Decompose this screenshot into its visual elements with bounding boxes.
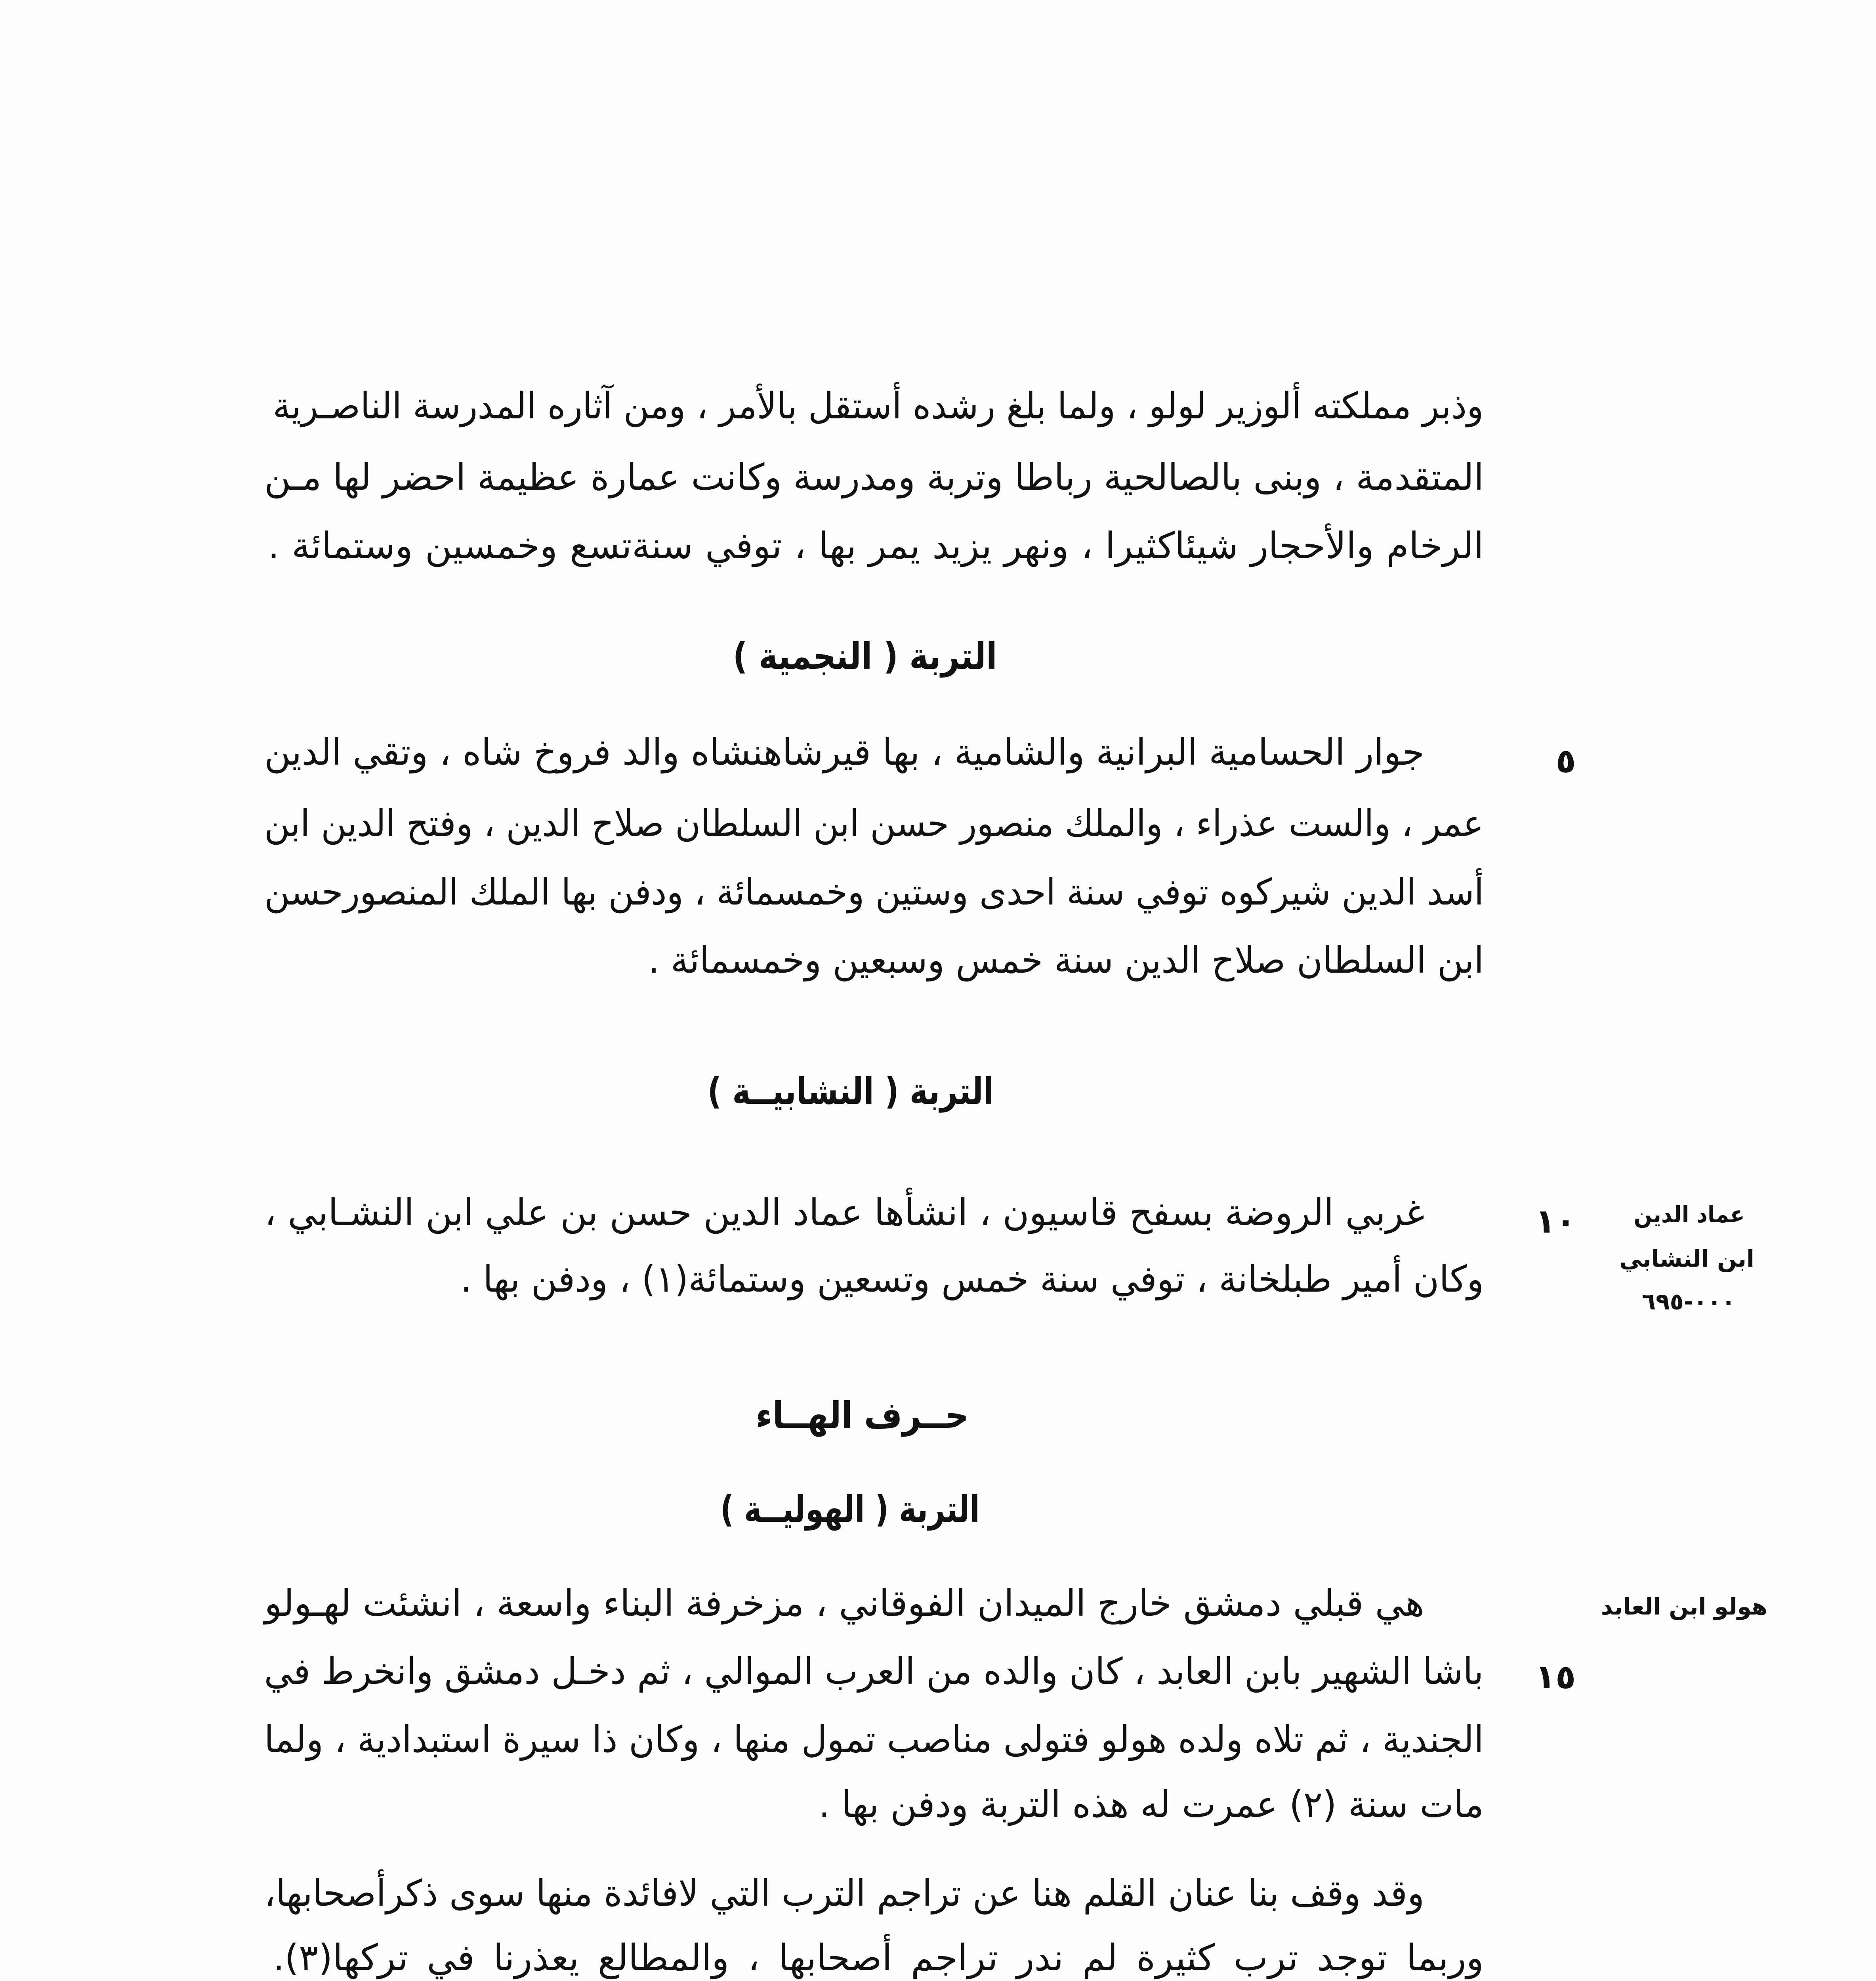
paragraph-3-line-2-text: وكان أمير طبلخانة ، توفي سنة خمس وتسعين وستمائة(١) ، ودفن بها .	[460, 1258, 1484, 1300]
paragraph-3-line-2	[460, 1250, 1484, 1309]
paragraph-4-line-3	[264, 1710, 1484, 1769]
paragraph-5-line-2	[273, 1928, 1484, 1981]
margin-note-imad-al-din-line-1-text: عماد الدين	[1634, 1201, 1745, 1228]
paragraph-1-line-2	[264, 448, 1484, 507]
margin-line-number-5	[1526, 735, 1605, 786]
margin-note-hawlu-ibn-al-abid-line-1-text: هولو ابن العابد	[1601, 1593, 1768, 1620]
paragraph-2-line-4	[648, 931, 1484, 990]
paragraph-2-line-3-text: أسد الدين شيركوه توفي سنة احدى وستين وخمسمائة ، ودفن بها الملك المنصورحسن	[264, 871, 1484, 913]
margin-note-imad-al-din-dates	[1620, 1282, 1757, 1321]
margin-note-imad-al-din-line-2-text: ابن النشابي	[1619, 1245, 1754, 1272]
section-heading-hawliya-text: التربة ( الهوليــة )	[720, 1488, 980, 1531]
paragraph-4-line-2-text: باشا الشهير بابن العابد ، كان والده من العرب الموالي ، ثم دخـل دمشق وانخرط في	[264, 1650, 1484, 1693]
paragraph-5-line-1	[264, 1864, 1424, 1923]
margin-line-number-5-text: ٥	[1555, 741, 1576, 780]
paragraph-4-line-3-text: الجندية ، ثم تلاه ولده هولو فتولى مناصب تمول منها ، وكان ذا سيرة استبدادية ، ولما	[264, 1718, 1484, 1761]
paragraph-4-line-4	[819, 1775, 1484, 1834]
paragraph-1-line-3-text: الرخام والأحجار شيئاكثيرا ، ونهر يزيد يمر بها ، توفي سنةتسع وخمسين وستمائة .	[268, 525, 1484, 567]
paragraph-4-line-1	[264, 1574, 1424, 1633]
section-heading-hawliya	[720, 1480, 1010, 1539]
paragraph-4-line-1-text: هي قبلي دمشق خارج الميدان الفوقاني ، مزخرفة البناء واسعة ، انشئت لهـولو	[264, 1582, 1424, 1624]
paragraph-2-line-2-text: عمر ، والست عذراء ، والملك منصور حسن ابن السلطان صلاح الدين ، وفتح الدين ابن	[264, 802, 1484, 845]
paragraph-4-line-4-text: مات سنة (٢) عمرت له هذه التربة ودفن بها .	[819, 1783, 1484, 1826]
paragraph-2-line-1-text: جوار الحسامية البرانية والشامية ، بها قيرشاهنشاه والد فروخ شاه ، وتقي الدين	[264, 731, 1424, 773]
section-heading-nashabiya-text: التربة ( النشابيــة )	[707, 1070, 994, 1113]
paragraph-1-line-3	[268, 516, 1484, 576]
paragraph-2-line-1	[264, 723, 1424, 782]
paragraph-1-line-1	[273, 376, 1484, 436]
paragraph-2-line-3	[264, 863, 1484, 922]
paragraph-2-line-4-text: ابن السلطان صلاح الدين سنة خمس وسبعين وخمسمائة .	[648, 939, 1484, 981]
paragraph-1-line-1-text: وذبر مملكته ألوزير لولو ، ولما بلغ رشده أستقل بالأمر ، ومن آثاره المدرسة الناصـرية	[273, 385, 1484, 427]
letter-heading-haa-text: حــرف الهــاء	[756, 1394, 969, 1437]
margin-note-imad-al-din-line-1	[1634, 1195, 1748, 1234]
margin-note-imad-al-din-line-2	[1617, 1239, 1757, 1279]
margin-line-number-15	[1516, 1651, 1595, 1702]
paragraph-3-line-1-text: غربي الروضة بسفح قاسيون ، انشأها عماد الدين حسن بن علي ابن النشـابي ،	[264, 1191, 1424, 1234]
margin-note-hawlu-ibn-al-abid-line-1	[1595, 1587, 1774, 1626]
paragraph-2-line-2	[264, 794, 1484, 853]
section-heading-najmiya	[733, 627, 1015, 686]
paragraph-1-line-2-text: المتقدمة ، وبنى بالصالحية رباطا وتربة ومدرسة وكانت عمارة عظيمة احضر لها مـن	[264, 456, 1484, 498]
paragraph-5-line-1-text: وقد وقف بنا عنان القلم هنا عن تراجم الترب التي لافائدة منها سوى ذكرأصحابها،	[264, 1872, 1424, 1914]
section-heading-nashabiya	[707, 1062, 1020, 1121]
paragraph-4-line-2	[264, 1642, 1484, 1701]
section-heading-najmiya-text: التربة ( النجمية )	[733, 635, 997, 678]
paragraph-5-line-2-text: وربما توجد ترب كثيرة لم ندر تراجم أصحابها ، والمطالع يعذرنا في تركها(٣).	[273, 1937, 1484, 1979]
margin-line-number-10	[1516, 1195, 1595, 1247]
letter-heading-haa	[756, 1386, 981, 1445]
margin-note-imad-al-din-dates-text: ٠٠٠-٦٩٥	[1641, 1288, 1736, 1315]
margin-line-number-10-text: ١٠	[1535, 1202, 1576, 1241]
margin-line-number-15-text: ١٥	[1535, 1657, 1576, 1696]
paragraph-3-line-1	[264, 1183, 1424, 1242]
